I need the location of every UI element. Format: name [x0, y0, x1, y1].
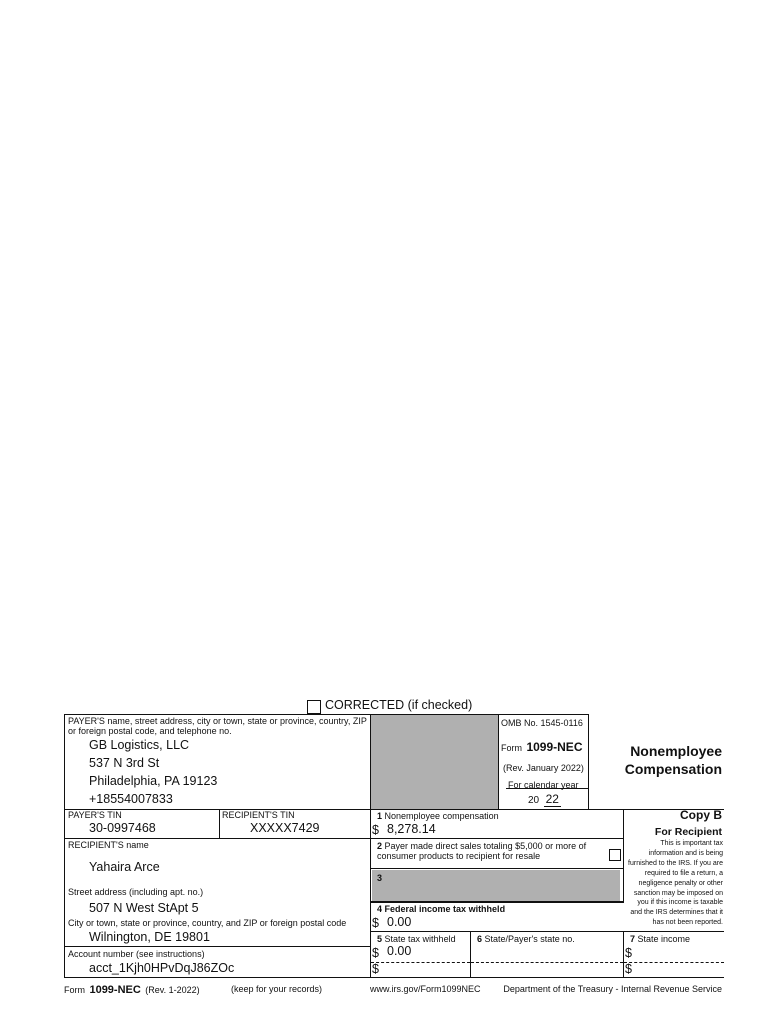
recipient-street-label: Street address (including apt. no.): [68, 887, 204, 897]
box2-label: [377, 841, 599, 861]
payer-tin-value[interactable]: 30-0997468: [89, 821, 156, 835]
copy-note: This is important tax information and is being furnished to the IRS. If you are required to file a return, a negligence penalty or other sanction may be imposed on you if this income is taxable and the IRS determines that it has not been reported.: [628, 840, 723, 927]
box5-text: State tax withheld: [384, 934, 456, 944]
box5-number: 5: [377, 934, 383, 944]
form-title-line1: Nonemployee: [630, 743, 722, 759]
calendar-year-label: For calendar year: [508, 780, 579, 790]
box5-divider: [371, 962, 470, 963]
box7-divider: [624, 962, 724, 963]
year-prefix: 20: [528, 795, 540, 806]
box4-text: Federal income tax withheld: [384, 904, 506, 914]
recipient-city[interactable]: Wilnington, DE 19801: [89, 930, 210, 944]
account-label: Account number (see instructions): [68, 949, 205, 959]
payer-name: GB Logistics, LLC: [89, 738, 190, 752]
footer-department: Department of the Treasury - Internal Revenue Service: [503, 984, 722, 994]
box5-label: [377, 934, 456, 944]
box2-text: Payer made direct sales totaling $5,000 or more of consumer products to recipient for resale: [377, 841, 587, 861]
recipient-name-label: RECIPIENT'S name: [68, 840, 149, 850]
box6-divider: [471, 962, 623, 963]
box1-value[interactable]: 8,278.14: [387, 822, 436, 836]
box1-label: [377, 811, 499, 821]
corrected-label: CORRECTED (if checked): [325, 698, 473, 712]
form-prefix: Form: [501, 743, 522, 753]
box2-number: 2: [377, 841, 383, 851]
calendar-year: [528, 790, 561, 808]
box1-text: Nonemployee compensation: [384, 811, 499, 821]
box4-number: 4: [377, 904, 383, 914]
box4-value[interactable]: 0.00: [387, 915, 412, 929]
box7-currency: $: [625, 946, 632, 960]
copy-subtitle: For Recipient: [654, 826, 722, 838]
box7-currency-2: $: [625, 962, 632, 976]
omb-number: OMB No. 1545-0116: [501, 718, 583, 728]
corrected-checkbox[interactable]: [307, 700, 321, 714]
footer-url: www.irs.gov/Form1099NEC: [370, 984, 481, 994]
box5-currency: $: [372, 946, 379, 960]
account-value[interactable]: acct_1Kjh0HPvDqJ86ZOc: [89, 961, 235, 975]
box7-label: [630, 934, 690, 944]
box6-number: 6: [477, 934, 483, 944]
box1-number: 1: [377, 811, 383, 821]
box6-label: [477, 934, 575, 944]
footer-form-name: 1099-NEC: [89, 984, 141, 996]
footer-revision: (Rev. 1-2022): [145, 985, 200, 995]
shaded-area-top: [370, 715, 498, 809]
footer-keep: (keep for your records): [231, 984, 323, 994]
recipient-tin-label: RECIPIENT'S TIN: [222, 810, 295, 820]
footer-form-prefix: Form: [64, 985, 85, 995]
box5-value[interactable]: 0.00: [387, 944, 412, 958]
copy-title: Copy B: [680, 808, 722, 822]
form-revision: (Rev. January 2022): [503, 763, 584, 773]
payer-header: PAYER'S name, street address, city or town, state or province, country, ZIP or foreign postal code, and telephone no.: [68, 716, 367, 736]
year-suffix[interactable]: 22: [545, 792, 559, 806]
box2-checkbox[interactable]: [609, 849, 621, 861]
box7-number: 7: [630, 934, 636, 944]
box4-label: [377, 904, 505, 914]
box1-currency: $: [372, 823, 379, 837]
box3-number: 3: [377, 873, 383, 883]
box6-text: State/Payer's state no.: [484, 934, 575, 944]
recipient-city-label: City or town, state or province, country, and ZIP or foreign postal code: [68, 918, 347, 928]
box4-currency: $: [372, 916, 379, 930]
form-title: [596, 742, 722, 778]
shaded-area-box3: [372, 870, 620, 901]
payer-phone: +18554007833: [89, 792, 173, 806]
box5-currency-2: $: [372, 962, 379, 976]
box7-text: State income: [637, 934, 691, 944]
recipient-street[interactable]: 507 N West StApt 5: [89, 901, 199, 915]
footer-form-id: [64, 980, 200, 998]
payer-city: Philadelphia, PA 19123: [89, 774, 218, 788]
form-name: 1099-NEC: [526, 740, 583, 754]
payer-tin-label: PAYER'S TIN: [68, 810, 122, 820]
payer-street: 537 N 3rd St: [89, 756, 160, 770]
recipient-tin-value[interactable]: XXXXX7429: [250, 821, 320, 835]
form-title-line2: Compensation: [624, 761, 722, 777]
recipient-name[interactable]: Yahaira Arce: [89, 860, 160, 874]
form-id: [501, 738, 582, 756]
